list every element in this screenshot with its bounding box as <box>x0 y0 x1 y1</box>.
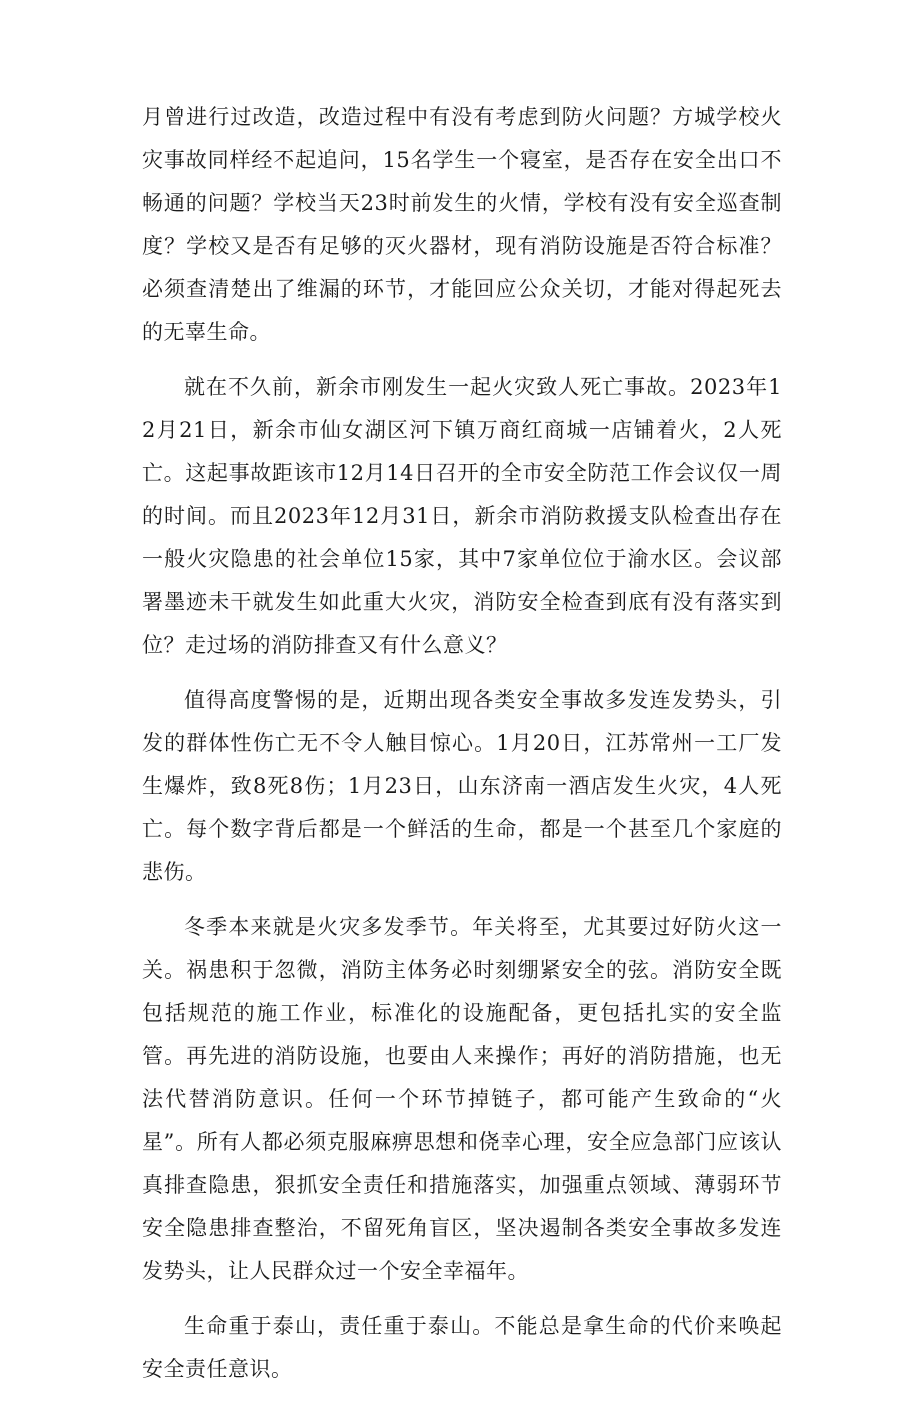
paragraph-continuation: 月曾进行过改造，改造过程中有没有考虑到防火问题？方城学校火灾事故同样经不起追问，15名学生一个寝室，是否存在安全出口不畅通的问题？学校当天23时前发生的火情，学校有没有安全巡查制度？学校又是否有足够的灭火器材，现有消防设施是否符合标准？必须查清楚出了维漏的环节，才能回应公众关切，才能对得起死去的无辜生命。 <box>142 105 782 344</box>
paragraph-conclusion: 生命重于泰山，责任重于泰山。不能总是拿生命的代价来唤起安全责任意识。 <box>142 1314 782 1381</box>
paragraph-winter-fire-safety: 冬季本来就是火灾多发季节。年关将至，尤其要过好防火这一关。祸患积于忽微，消防主体务必时刻绷紧安全的弦。消防安全既包括规范的施工作业，标准化的设施配备，更包括扎实的安全监管。再先进的消防设施，也要由人来操作；再好的消防措施，也无法代替消防意识。任何一个环节掉链子，都可能产生致命的“火星”。所有人都必须克服麻痹思想和侥幸心理，安全应急部门应该认真排查隐患，狠抓安全责任和措施落实，加强重点领域、薄弱环节安全隐患排查整治，不留死角盲区，坚决遏制各类安全事故多发连发势头，让人民群众过一个安全幸福年。 <box>142 915 782 1283</box>
document-body <box>142 96 782 1403</box>
paragraph-xinyu-fire: 就在不久前，新余市刚发生一起火灾致人死亡事故。2023年12月21日，新余市仙女湖区河下镇万商红商城一店铺着火，2人死亡。这起事故距该市12月14日召开的全市安全防范工作会议仅一周的时间。而且2023年12月31日，新余市消防救援支队检查出存在一般火灾隐患的社会单位15家，其中7家单位位于渝水区。会议部署墨迹未干就发生如此重大火灾，消防安全检查到底有没有落实到位？走过场的消防排查又有什么意义？ <box>142 375 782 657</box>
paragraph-recent-accidents: 值得高度警惕的是，近期出现各类安全事故多发连发势头，引发的群体性伤亡无不令人触目惊心。1月20日，江苏常州一工厂发生爆炸，致8死8伤；1月23日，山东济南一酒店发生火灾，4人死亡。每个数字背后都是一个鲜活的生命，都是一个甚至几个家庭的悲伤。 <box>142 688 782 884</box>
